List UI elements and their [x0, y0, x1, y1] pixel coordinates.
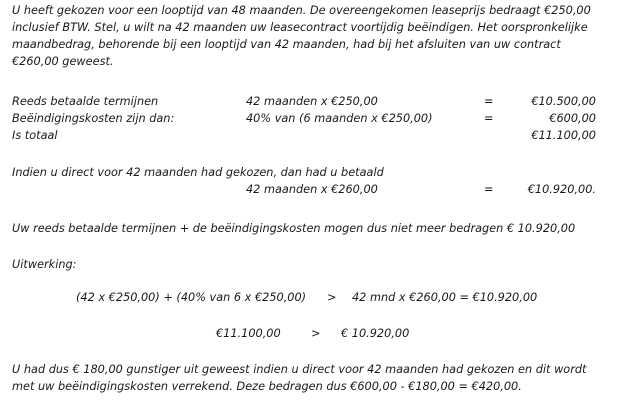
intro-line-2: inclusief BTW. Stel, u wilt na 42 maanden uw leasecontract voortijdig beëindigen. Het oorspronkelijke [12, 21, 588, 34]
uitwerking-left-formula: (42 x €250,00) + (40% van 6 x €250,00) [76, 291, 307, 304]
uitwerking-gt: > [327, 291, 337, 304]
calc-row2-amount: €600,00 [549, 112, 596, 125]
intro-line-4: €260,00 geweest. [12, 55, 114, 68]
calc-row3-amount: €11.100,00 [531, 129, 596, 142]
uitwerking-heading: Uitwerking: [12, 258, 77, 271]
direct-formula: 42 maanden x €260,00 [246, 183, 378, 196]
uitwerking-sum-right: € 10.920,00 [341, 327, 410, 340]
direct-text: Indien u direct voor 42 maanden had gekozen, dan had u betaald [12, 166, 384, 179]
calc-row2-eq: = [484, 112, 494, 125]
calc-row2-formula: 40% van (6 maanden x €250,00) [246, 112, 433, 125]
direct-eq: = [484, 183, 494, 196]
uitwerking-right-formula: 42 mnd x €260,00 = €10.920,00 [352, 291, 538, 304]
calc-row1-formula: 42 maanden x €250,00 [246, 95, 378, 108]
uitwerking-sum-gt: > [311, 327, 321, 340]
calc-row1-label: Reeds betaalde termijnen [12, 95, 159, 108]
intro-line-1: U heeft gekozen voor een looptijd van 48 maanden. De overeengekomen leaseprijs bedraagt €250,00 [12, 4, 591, 17]
uitwerking-sum-left: €11.100,00 [216, 327, 281, 340]
calc-row1-eq: = [484, 95, 494, 108]
calc-row2-label: Beëindigingskosten zijn dan: [12, 112, 175, 125]
direct-amount: €10.920,00. [527, 183, 596, 196]
calc-row3-label: Is totaal [12, 129, 58, 142]
conclusion-line-2: met uw beëindigingskosten verrekend. Deze bedragen dus €600,00 - €180,00 = €420,00. [12, 380, 522, 393]
conclusion-line-1: U had dus € 180,00 gunstiger uit geweest indien u direct voor 42 maanden had gekozen en dit wordt [12, 363, 587, 376]
statement-line: Uw reeds betaalde termijnen + de beëindigingskosten mogen dus niet meer bedragen € 10.920,00 [12, 222, 576, 235]
intro-line-3: maandbedrag, behorende bij een looptijd van 42 maanden, had bij het afsluiten van uw contract [12, 38, 561, 51]
calc-row1-amount: €10.500,00 [531, 95, 596, 108]
